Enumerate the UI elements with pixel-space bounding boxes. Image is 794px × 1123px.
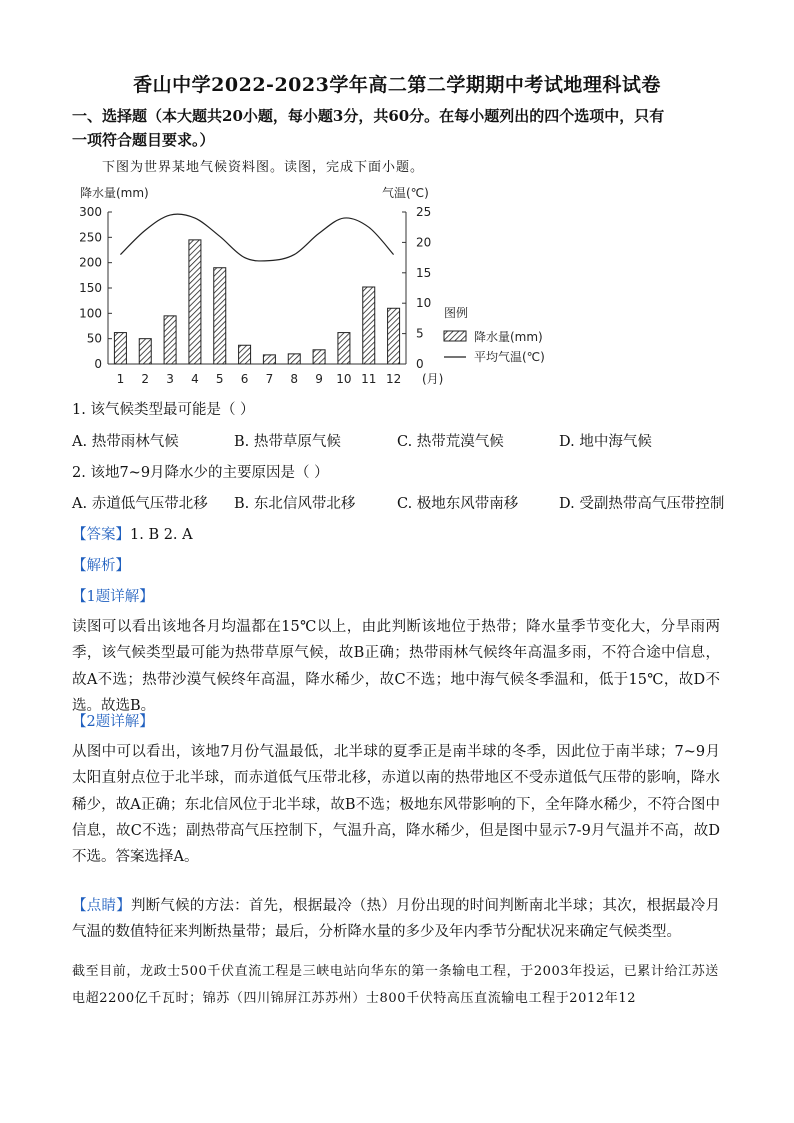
precip-bar	[139, 339, 151, 364]
precip-bar	[189, 240, 201, 364]
right-tick-label: 10	[416, 296, 432, 311]
x-tick-label: 5	[215, 372, 224, 386]
x-tick-label: 2	[141, 372, 150, 386]
q2-option-a[interactable]: A. 赤道低气压带北移	[72, 496, 208, 512]
q2-option-d[interactable]: D. 受副热带高气压带控制	[559, 496, 725, 512]
left-axis-title: 降水量(mm)	[80, 186, 149, 200]
detail-1-heading: 【1题详解】	[72, 589, 154, 605]
x-tick-label: 7	[265, 372, 274, 386]
left-tick-label: 150	[79, 281, 102, 295]
tip-tag: 【点睛】	[72, 898, 131, 914]
right-axis-title: 气温(℃)	[382, 186, 429, 200]
question-2-stem: 2. 该地7~9月降水少的主要原因是（ ）	[72, 465, 329, 481]
left-tick-label: 100	[79, 306, 102, 321]
precip-bar	[164, 316, 176, 364]
left-tick-label: 300	[79, 205, 102, 219]
detail-2-text: 从图中可以看出，该地7月份气温最低，北半球的夏季正是南半球的冬季，因此位于南半球；7~9月太阳直射点位于北半球，而赤道低气压带北移，赤道以南的热带地区不受赤道低气压带的影响，降水稀少，故A正确；东北信风位于北半球，故B不选；极地东风带影响的下，全年降水稀少，不符合图中信息，故C不选；副热带高气压控制下，气温升高，降水稀少，但是图中显示7-9月气温并不高，故D不选。答案选择A。	[72, 744, 720, 866]
x-tick-label: 9	[315, 372, 323, 386]
section-heading	[72, 104, 732, 152]
detail-1-text: 读图可以看出该地各月均温都在15℃以上，由此判断该地位于热带；降水量季节变化大，分旱雨两季，该气候类型最可能为热带草原气候，故B正确；热带雨林气候终年高温多雨，不符合途中信息，故A不选；热带沙漠气候终年高温，降水稀少，故C不选；地中海气候冬季温和，低于15℃，故D不选。故选B。	[72, 619, 720, 714]
x-tick-label: 4	[191, 372, 199, 386]
x-tick-label: 3	[166, 372, 174, 386]
q2-option-b[interactable]: B. 东北信风带北移	[234, 496, 356, 512]
x-tick-label: 6	[240, 372, 249, 386]
detail-2-heading: 【2题详解】	[72, 714, 154, 730]
right-tick-label: 25	[416, 205, 432, 219]
left-tick-label: 0	[94, 357, 102, 371]
left-tick-label: 200	[79, 255, 102, 270]
precip-bar	[239, 345, 251, 364]
q2-option-c[interactable]: C. 极地东风带南移	[397, 496, 519, 512]
precip-bar	[388, 308, 400, 364]
left-tick-label: 250	[79, 230, 102, 245]
precip-bar	[363, 287, 375, 364]
precip-bar	[114, 333, 126, 364]
x-tick-label: 8	[290, 372, 299, 386]
tip-text: 判断气候的方法：首先，根据最冷（热）月份出现的时间判断南北半球；其次，根据最冷月气温的数值特征来判断热量带；最后，分析降水量的多少及年内季节分配状况来确定气候类型。	[72, 898, 721, 941]
answer-line	[72, 523, 193, 544]
precip-bar	[338, 333, 350, 364]
analysis-heading: 【解析】	[72, 558, 130, 574]
right-tick-label: 20	[416, 235, 432, 250]
section-line-2: 一项符合题目要求。）	[72, 131, 215, 149]
temperature-line	[120, 214, 393, 261]
question-intro: 下图为世界某地气候资料图。读图，完成下面小题。	[102, 160, 425, 175]
x-tick-label: 10	[336, 372, 352, 386]
precip-bar	[214, 268, 226, 364]
q1-option-c[interactable]: C. 热带荒漠气候	[397, 434, 504, 450]
x-unit-label: (月)	[422, 372, 444, 386]
page-title: 香山中学2022-2023学年高二第二学期期中考试地理科试卷	[133, 74, 661, 96]
tip-block	[72, 893, 720, 946]
precip-bar	[263, 355, 275, 364]
x-tick-label: 12	[385, 372, 402, 386]
q1-option-d[interactable]: D. 地中海气候	[559, 434, 652, 450]
climate-chart	[72, 180, 572, 392]
left-tick-label: 50	[86, 331, 102, 346]
question-1-stem: 1. 该气候类型最可能是（ ）	[72, 402, 255, 418]
q1-option-b[interactable]: B. 热带草原气候	[234, 434, 341, 450]
passage-text: 截至目前，龙政士500千伏直流工程是三峡电站向华东的第一条输电工程，于2003年投运，已累计给江苏送电超2200亿千瓦时；锦苏（四川锦屏江苏苏州）士800千伏特高压直流输电工程于2012年12	[72, 964, 719, 1006]
answer-tag: 【答案】	[72, 527, 130, 543]
legend-label-precip: 降水量(mm)	[474, 330, 543, 344]
answer-text: 1. B 2. A	[130, 527, 193, 543]
legend-label-temp: 平均气温(℃)	[474, 350, 545, 364]
precip-bar	[313, 350, 325, 364]
x-tick-label: 11	[361, 372, 377, 386]
x-tick-label: 1	[116, 372, 125, 386]
section-line-1: 一、选择题（本大题共20小题，每小题3分，共60分。在每小题列出的四个选项中，只有	[72, 107, 665, 125]
legend-title: 图例	[444, 306, 469, 320]
legend-bar-swatch	[444, 331, 466, 341]
right-tick-label: 5	[416, 326, 424, 341]
right-tick-label: 15	[416, 265, 432, 280]
q1-option-a[interactable]: A. 热带雨林气候	[72, 434, 179, 450]
precip-bar	[288, 354, 300, 364]
right-tick-label: 0	[416, 357, 424, 371]
